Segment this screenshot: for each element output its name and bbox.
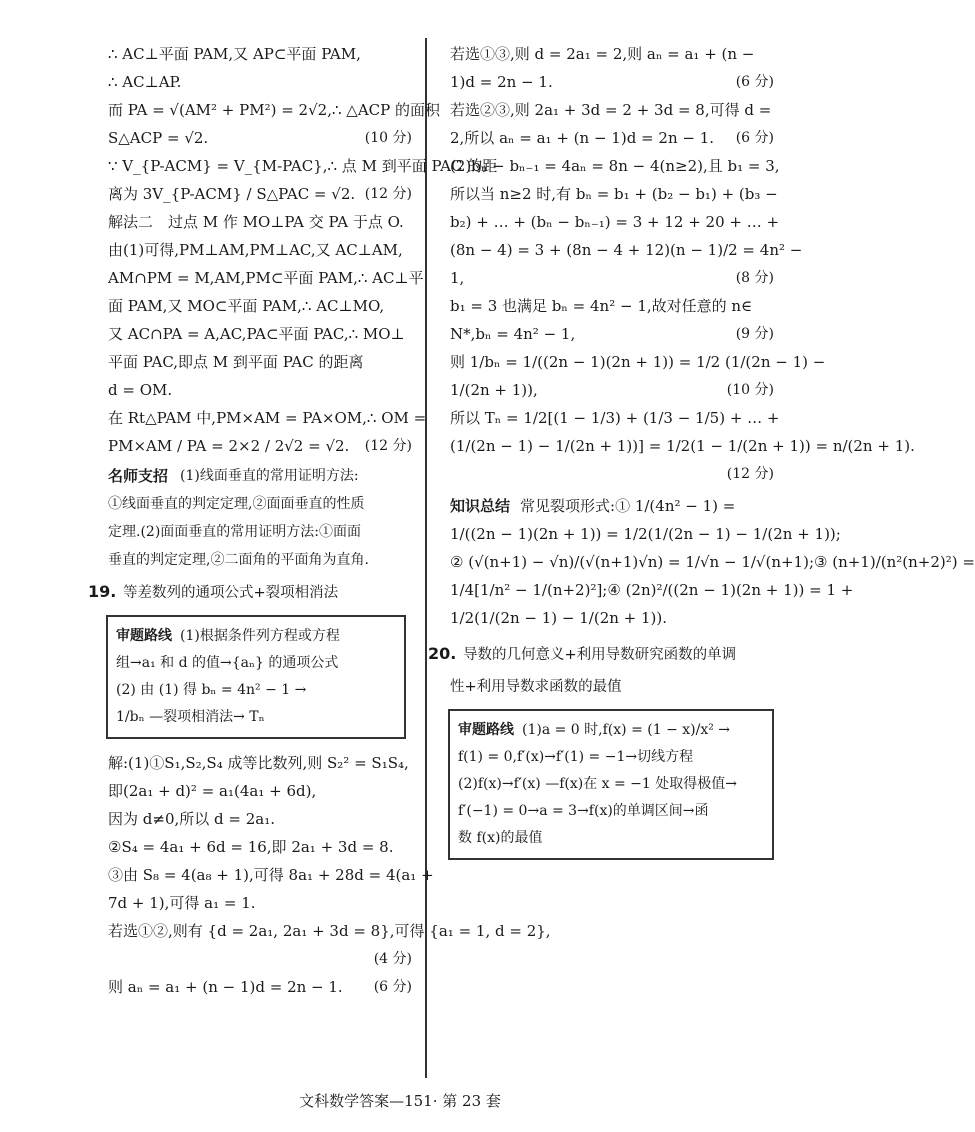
- summary-label: 知识总结: [450, 497, 511, 515]
- q19-analysis-line-0: [116, 623, 396, 650]
- left-line-7: [108, 236, 412, 264]
- left-line-text: 面 PAM,又 MO⊂平面 PAM,∴ AC⊥MO,: [108, 297, 385, 315]
- right-line-14: [450, 432, 915, 460]
- score-label: (6 分): [735, 74, 774, 90]
- summary-line-0: [450, 492, 774, 520]
- q20-analysis-line-0: [458, 717, 764, 744]
- left-line-text: AM∩PM = M,AM,PM⊂平面 PAM,∴ AC⊥平: [108, 269, 424, 287]
- right-line-9: [450, 292, 774, 320]
- question-20-title-1: 导数的几何意义+利用导数研究函数的单调: [462, 647, 737, 663]
- score-label: (12 分): [364, 438, 412, 454]
- right-line-4: [450, 152, 780, 180]
- score-label: (12 分): [726, 466, 774, 482]
- left-line-text: 在 Rt△PAM 中,PM×AM = PA×OM,∴ OM =: [108, 409, 427, 427]
- right-line-2: [450, 96, 774, 124]
- q20-analysis-text: 数 f(x)的最值: [458, 830, 543, 846]
- right-line-5: [450, 180, 778, 208]
- q19-solution-line-text: 若选①②,则有 {d = 2a₁, 2a₁ + 3d = 8},可得 {a₁ = 1, d = 2},: [108, 922, 551, 940]
- right-line-text: 1/(2n + 1)),: [450, 381, 538, 399]
- left-line-5: [108, 180, 412, 208]
- left-line-text: 解法二 过点 M 作 MO⊥PA 交 PA 于点 O.: [108, 213, 404, 231]
- left-line-1: [108, 68, 412, 96]
- score-label: (4 分): [373, 951, 412, 967]
- right-line-text: 若选①③,则 d = 2a₁ = 2,则 aₙ = a₁ + (n −: [450, 45, 755, 63]
- q19-solution-line-4: [108, 861, 434, 889]
- q20-analysis-box: [448, 709, 774, 860]
- q19-solution-line-8: [108, 973, 412, 1001]
- right-line-text: 则 1/bₙ = 1/((2n − 1)(2n + 1)) = 1/2 (1/(2n − 1) −: [450, 353, 826, 371]
- right-column: [428, 40, 975, 870]
- right-line-6: [450, 208, 780, 236]
- left-line-0: [108, 40, 412, 68]
- summary-line-3: [450, 576, 854, 604]
- q19-analysis-label: 审题路线: [116, 628, 172, 644]
- left-line-text: ∵ V_{P-ACM} = V_{M-PAC},∴ 点 M 到平面 PAC 的距: [108, 157, 498, 175]
- right-line-0: [450, 40, 774, 68]
- right-line-8: [450, 264, 774, 292]
- q19-analysis-text: 1/bₙ —裂项相消法→ Tₙ: [116, 709, 265, 725]
- summary-text: 1/4[1/n² − 1/(n+2)²];④ (2n)²/((2n − 1)(2n + 1)) = 1 +: [450, 581, 854, 599]
- right-solution-lines: [450, 40, 915, 488]
- right-line-text: b₁ = 3 也满足 bₙ = 4n² − 1,故对任意的 n∈: [450, 297, 753, 315]
- left-line-11: [108, 348, 412, 376]
- right-line-13: [450, 404, 780, 432]
- q19-analysis-box: [106, 615, 406, 739]
- left-line-4: [108, 152, 498, 180]
- q19-analysis-line-1: [116, 650, 396, 677]
- teacher-tips-line-2: 定理.(2)面面垂直的常用证明方法:①面面: [108, 524, 361, 540]
- right-line-text: 2,所以 aₙ = a₁ + (n − 1)d = 2n − 1.: [450, 129, 715, 147]
- q19-solution-line-text: 则 aₙ = a₁ + (n − 1)d = 2n − 1.: [108, 978, 343, 996]
- right-line-10: [450, 320, 774, 348]
- teacher-tips-line-1: ①线面垂直的判定定理,②面面垂直的性质: [108, 496, 365, 512]
- right-line-15: [450, 460, 774, 488]
- teacher-tips-label: 名师支招: [108, 467, 169, 485]
- summary-text: ② (√(n+1) − √n)/(√(n+1)√n) = 1/√n − 1/√(n+1);③ (n+1)/(n²(n+2)²) =: [450, 553, 975, 571]
- q20-analysis-line-4: [458, 825, 764, 852]
- q19-solution-line-0: [108, 749, 412, 777]
- score-label: (9 分): [735, 326, 774, 342]
- q19-solution-line-2: [108, 805, 412, 833]
- q19-solution-line-text: ③由 S₈ = 4(a₈ + 1),可得 8a₁ + 28d = 4(a₁ +: [108, 866, 434, 884]
- left-line-9: [108, 292, 412, 320]
- left-line-text: ∴ AC⊥平面 PAM,又 AP⊂平面 PAM,: [108, 45, 361, 63]
- left-line-text: 离为 3V_{P-ACM} / S△PAC = √2.: [108, 185, 356, 203]
- q19-solution-line-text: ②S₄ = 4a₁ + 6d = 16,即 2a₁ + 3d = 8.: [108, 838, 394, 856]
- left-line-2: [108, 96, 440, 124]
- right-line-text: 所以 Tₙ = 1/2[(1 − 1/3) + (1/3 − 1/5) + … +: [450, 409, 780, 427]
- right-line-text: (1/(2n − 1) − 1/(2n + 1))] = 1/2(1 − 1/(2n + 1)) = n/(2n + 1).: [450, 437, 915, 455]
- right-line-text: 所以当 n≥2 时,有 bₙ = b₁ + (b₂ − b₁) + (b₃ −: [450, 185, 778, 203]
- left-line-text: 而 PA = √(AM² + PM²) = 2√2,∴ △ACP 的面积: [108, 101, 440, 119]
- score-label: (12 分): [364, 186, 412, 202]
- left-line-text: PM×AM / PA = 2×2 / 2√2 = √2.: [108, 437, 350, 455]
- summary-text: 常见裂项形式:① 1/(4n² − 1) =: [520, 497, 736, 515]
- q20-analysis-text: f′(−1) = 0→a = 3→f(x)的单调区间→函: [458, 803, 709, 819]
- left-line-text: S△ACP = √2.: [108, 129, 209, 147]
- q19-solution-line-text: 即(2a₁ + d)² = a₁(4a₁ + 6d),: [108, 782, 317, 800]
- q19-solution-line-text: 因为 d≠0,所以 d = 2a₁.: [108, 810, 275, 828]
- left-line-text: 由(1)可得,PM⊥AM,PM⊥AC,又 AC⊥AM,: [108, 241, 403, 259]
- question-19-number: 19.: [88, 582, 117, 601]
- q19-analysis-line-2: [116, 677, 396, 704]
- page-footer: 文科数学答案—151· 第 23 套: [299, 1092, 501, 1110]
- right-line-text: (8n − 4) = 3 + (8n − 4 + 12)(n − 1)/2 = 4n² −: [450, 241, 803, 259]
- question-20-heading: [428, 640, 774, 669]
- right-line-text: b₂) + … + (bₙ − bₙ₋₁) = 3 + 12 + 20 + … +: [450, 213, 780, 231]
- q19-solution-line-5: [108, 889, 412, 917]
- score-label: (6 分): [735, 130, 774, 146]
- left-line-6: [108, 208, 412, 236]
- right-line-text: 1)d = 2n − 1.: [450, 73, 553, 91]
- score-label: (10 分): [726, 382, 774, 398]
- right-line-text: (2)bₙ − bₙ₋₁ = 4aₙ = 8n − 4(n≥2),且 b₁ = 3,: [450, 157, 780, 175]
- left-line-3: [108, 124, 412, 152]
- right-line-3: [450, 124, 774, 152]
- q20-analysis-text: (2)f(x)→f′(x) —f(x)在 x = −1 处取得极值→: [458, 776, 737, 792]
- right-line-text: 1,: [450, 269, 465, 287]
- question-19-title: 等差数列的通项公式+裂项相消法: [122, 585, 339, 601]
- q20-analysis-line-2: [458, 771, 764, 798]
- score-label: (10 分): [364, 130, 412, 146]
- question-19-heading: [88, 578, 412, 607]
- teacher-tips-line-0: (1)线面垂直的常用证明方法:: [180, 468, 359, 484]
- left-line-12: [108, 376, 412, 404]
- q19-analysis-lines: [116, 623, 396, 731]
- q19-analysis-text: (2) 由 (1) 得 bₙ = 4n² − 1 →: [116, 682, 307, 698]
- right-line-12: [450, 376, 774, 404]
- q20-analysis-lines: [458, 717, 764, 852]
- summary-line-1: [450, 520, 841, 548]
- q19-analysis-line-3: [116, 704, 396, 731]
- left-line-10: [108, 320, 412, 348]
- summary-text: 1/2(1/(2n − 1) − 1/(2n + 1)).: [450, 609, 668, 627]
- q19-solution-line-6: [108, 917, 551, 945]
- q19-solution-line-1: [108, 777, 412, 805]
- q19-solution-line-text: 解:(1)①S₁,S₂,S₄ 成等比数列,则 S₂² = S₁S₄,: [108, 754, 409, 772]
- q19-solution-line-7: [108, 945, 412, 973]
- left-line-14: [108, 432, 412, 460]
- question-20-title-2: 性+利用导数求函数的最值: [450, 679, 622, 695]
- question-20-number: 20.: [428, 644, 457, 663]
- left-line-8: [108, 264, 424, 292]
- q19-analysis-text: (1)根据条件列方程或方程: [180, 628, 340, 644]
- q20-analysis-text: f(1) = 0,f′(x)→f′(1) = −1→切线方程: [458, 749, 694, 765]
- q20-analysis-label: 审题路线: [458, 722, 514, 738]
- q19-solution-line-3: [108, 833, 412, 861]
- right-line-1: [450, 68, 774, 96]
- right-line-11: [450, 348, 826, 376]
- left-line-text: 平面 PAC,即点 M 到平面 PAC 的距离: [108, 353, 364, 371]
- q19-solution-line-text: 7d + 1),可得 a₁ = 1.: [108, 894, 256, 912]
- score-label: (6 分): [373, 979, 412, 995]
- left-line-text: 又 AC∩PA = A,AC,PA⊂平面 PAC,∴ MO⊥: [108, 325, 405, 343]
- teacher-tips-line-3: 垂直的判定定理,②二面角的平面角为直角.: [108, 552, 369, 568]
- q20-analysis-text: (1)a = 0 时,f(x) = (1 − x)/x² →: [522, 722, 731, 738]
- left-line-13: [108, 404, 427, 432]
- q20-analysis-line-3: [458, 798, 764, 825]
- right-line-text: N*,bₙ = 4n² − 1,: [450, 325, 576, 343]
- right-line-7: [450, 236, 803, 264]
- summary-line-4: [450, 604, 774, 632]
- summary-text: 1/((2n − 1)(2n + 1)) = 1/2(1/(2n − 1) − 1/(2n + 1));: [450, 525, 841, 543]
- q19-analysis-text: 组→a₁ 和 d 的值→{aₙ} 的通项公式: [116, 655, 339, 671]
- q20-analysis-line-1: [458, 744, 764, 771]
- left-line-text: d = OM.: [108, 381, 173, 399]
- left-line-text: ∴ AC⊥AP.: [108, 73, 182, 91]
- right-line-text: 若选②③,则 2a₁ + 3d = 2 + 3d = 8,可得 d =: [450, 101, 772, 119]
- summary-line-2: [450, 548, 975, 576]
- knowledge-summary: [450, 492, 975, 632]
- score-label: (8 分): [735, 270, 774, 286]
